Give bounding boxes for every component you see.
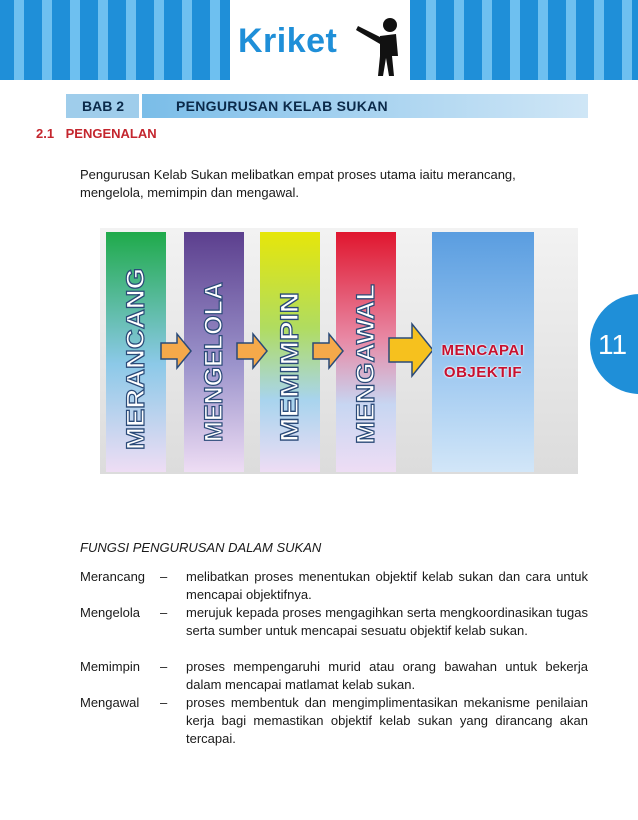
step-merancang <box>106 232 166 472</box>
definition-text: proses membentuk dan mengimplimentasikan mekanisme penilaian kerja bagi memastikan objektif kelab sukan yang dirancang akan tercapai. <box>186 695 588 746</box>
definition-term: Mengawal <box>80 695 140 710</box>
definition-dash: – <box>160 569 168 584</box>
step-memimpin <box>260 232 320 472</box>
svg-text:MEMIMPIN: MEMIMPIN <box>276 314 304 442</box>
svg-text:MENGAWAL: MENGAWAL <box>352 296 380 444</box>
section-title: PENGENALAN <box>65 126 157 141</box>
step-mengelola-label <box>184 232 244 472</box>
brand-title: Kriket <box>238 22 338 60</box>
svg-text:MERANCANG: MERANCANG <box>122 284 150 450</box>
arrow-right-icon <box>160 332 192 370</box>
chapter-number: BAB 2 <box>82 98 125 114</box>
banner-stripe <box>182 0 192 80</box>
definition-dash: – <box>160 605 168 620</box>
banner-stripe <box>426 0 436 80</box>
banner-stripe <box>126 0 136 80</box>
banner-stripe <box>538 0 548 80</box>
banner-stripe <box>510 0 520 80</box>
definition-dash: – <box>160 695 168 710</box>
arrow-right-icon <box>236 332 268 370</box>
step-mengawal <box>336 232 396 472</box>
arrow-right-icon <box>388 322 434 378</box>
goal-box <box>432 232 534 472</box>
arrow-right-icon <box>312 332 344 370</box>
banner-stripe <box>98 0 108 80</box>
functions-title: FUNGSI PENGURUSAN DALAM SUKAN <box>80 540 322 555</box>
chapter-bar <box>66 94 588 118</box>
definition-term: Merancang <box>80 569 146 584</box>
header-banner <box>0 0 638 80</box>
step-merancang-label <box>106 232 166 472</box>
section-heading <box>36 126 157 141</box>
goal-label-line2: OBJEKTIF <box>443 364 523 381</box>
banner-stripe <box>566 0 576 80</box>
banner-stripe <box>210 0 220 80</box>
goal-label-line1: MENCAPAI <box>441 342 525 359</box>
step-memimpin-label <box>260 232 320 472</box>
definition-term: Mengelola <box>80 605 140 620</box>
svg-text:MENGELOLA: MENGELOLA <box>200 282 228 442</box>
banner-stripe <box>622 0 632 80</box>
definition-term: Memimpin <box>80 659 140 674</box>
banner-stripe <box>154 0 164 80</box>
banner-stripe <box>42 0 52 80</box>
chapter-title: PENGURUSAN KELAB SUKAN <box>176 98 388 114</box>
definition-dash: – <box>160 659 168 674</box>
definition-text: merujuk kepada proses mengagihkan serta mengkoordinasikan tugas serta sumber untuk mencapai sesuatu objektif kelab sukan. <box>186 605 588 638</box>
intro-paragraph: Pengurusan Kelab Sukan melibatkan empat proses utama iaitu merancang, mengelola, memimpin dan mengawal. <box>80 167 516 200</box>
step-mengelola <box>184 232 244 472</box>
cricket-player-icon <box>352 16 412 78</box>
banner-stripe <box>454 0 464 80</box>
section-number: 2.1 <box>36 126 55 141</box>
banner-stripe <box>482 0 492 80</box>
definition-text: proses mempengaruhi murid atau orang bawahan untuk bekerja dalam mencapai matlamat kelab sukan. <box>186 659 588 692</box>
definition-text: melibatkan proses menentukan objektif kelab sukan dan cara untuk mencapai objektifnya. <box>186 569 588 602</box>
process-diagram <box>100 216 580 476</box>
page-number: 11 <box>598 329 628 360</box>
banner-stripe <box>70 0 80 80</box>
banner-stripe <box>14 0 24 80</box>
step-mengawal-label <box>336 232 396 472</box>
banner-stripe <box>594 0 604 80</box>
